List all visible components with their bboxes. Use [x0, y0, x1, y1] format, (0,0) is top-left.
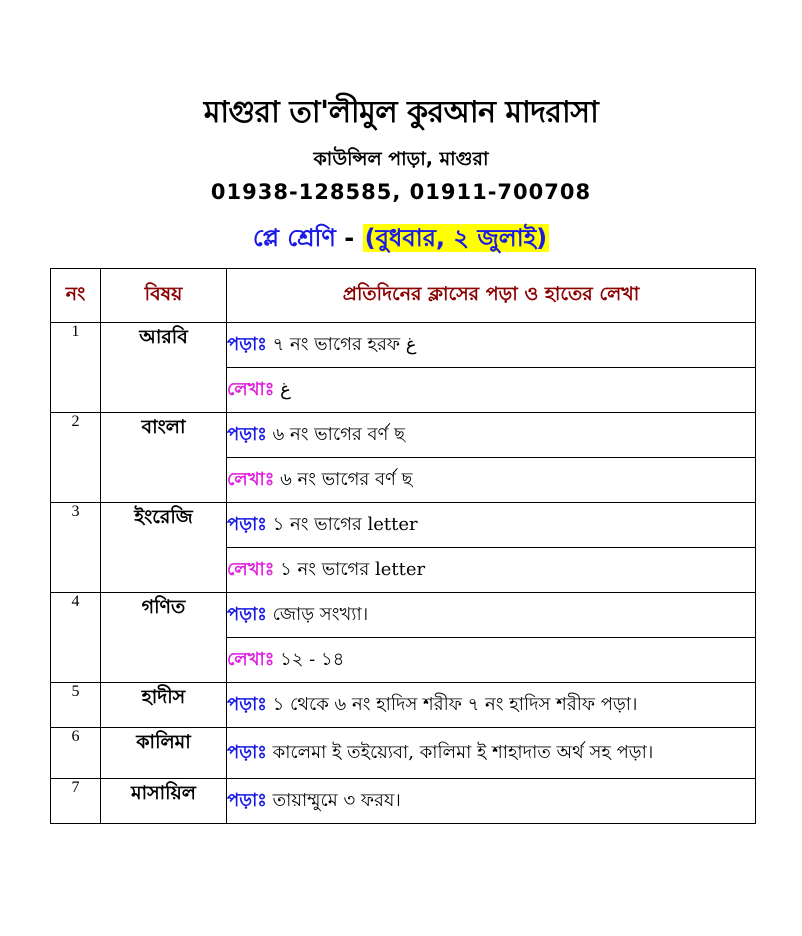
class-heading — [0, 220, 802, 260]
read-text: ১ থেকে ৬ নং হাদিস শরীফ ৭ নং হাদিস শরীফ পড়া। — [266, 693, 638, 715]
table-row — [51, 413, 756, 458]
read-cell — [227, 503, 756, 548]
read-label: পড়াঃ — [227, 603, 267, 625]
read-text: তায়াম্মুমে ৩ ফরয। — [266, 789, 401, 811]
class-name: প্লে শ্রেণি — [252, 224, 336, 252]
read-text: ৬ নং ভাগের বর্ণ ছ — [266, 423, 406, 445]
header-content: প্রতিদিনের ক্লাসের পড়া ও হাতের লেখা — [227, 269, 756, 323]
phone-numbers: 01938-128585, 01911-700708 — [210, 180, 592, 204]
read-cell — [227, 593, 756, 638]
row-number: 3 — [51, 503, 101, 593]
write-cell — [227, 638, 756, 683]
read-label: পড়াঃ — [227, 513, 267, 535]
header-number: নং — [51, 269, 101, 323]
read-cell — [227, 323, 756, 368]
read-text: কালেমা ই তইয়্যেবা, কালিমা ই শাহাদাত অর্থ সহ পড়া। — [266, 741, 654, 763]
row-number: 2 — [51, 413, 101, 503]
read-cell — [227, 413, 756, 458]
read-cell — [227, 728, 756, 779]
row-number: 1 — [51, 323, 101, 413]
table-header-row — [51, 269, 756, 323]
read-label: পড়াঃ — [227, 333, 267, 355]
table-row — [51, 593, 756, 638]
row-subject: আরবি — [101, 323, 227, 413]
table-row — [51, 323, 756, 368]
write-label: লেখাঃ — [227, 558, 275, 580]
row-subject: গণিত — [101, 593, 227, 683]
header-subject: বিষয় — [101, 269, 227, 323]
row-subject: কালিমা — [101, 728, 227, 779]
write-text: غ — [274, 378, 291, 400]
row-subject: ইংরেজি — [101, 503, 227, 593]
row-subject: মাসায়িল — [101, 779, 227, 824]
read-text: ১ নং ভাগের letter — [266, 513, 418, 535]
write-text: ১ নং ভাগের letter — [274, 558, 426, 580]
read-label: পড়াঃ — [227, 741, 267, 763]
read-text: ৭ নং ভাগের হরফ غ — [266, 333, 417, 355]
read-cell — [227, 779, 756, 824]
table-row — [51, 779, 756, 824]
write-cell — [227, 548, 756, 593]
madrasa-address: কাউন্সিল পাড়া, মাগুরা — [313, 148, 489, 170]
write-label: লেখাঃ — [227, 468, 275, 490]
read-label: পড়াঃ — [227, 789, 267, 811]
heading-separator: - — [335, 224, 363, 252]
table-row — [51, 683, 756, 728]
daily-routine-table — [50, 268, 756, 824]
class-date: (বুধবার, ২ জুলাই) — [364, 224, 548, 252]
row-number: 5 — [51, 683, 101, 728]
row-subject: হাদীস — [101, 683, 227, 728]
read-cell — [227, 683, 756, 728]
row-number: 7 — [51, 779, 101, 824]
row-subject: বাংলা — [101, 413, 227, 503]
write-text: ৬ নং ভাগের বর্ণ ছ — [274, 468, 413, 490]
row-number: 6 — [51, 728, 101, 779]
madrasa-title: মাগুরা তা'লীমুল কুরআন মাদরাসা — [203, 95, 599, 130]
write-label: লেখাঃ — [227, 648, 275, 670]
write-text: ১২ - ১৪ — [274, 648, 345, 670]
read-text: জোড় সংখ্যা। — [266, 603, 369, 625]
row-number: 4 — [51, 593, 101, 683]
read-label: পড়াঃ — [227, 693, 267, 715]
table-row — [51, 503, 756, 548]
write-cell — [227, 458, 756, 503]
write-label: লেখাঃ — [227, 378, 275, 400]
write-cell — [227, 368, 756, 413]
read-label: পড়াঃ — [227, 423, 267, 445]
table-row — [51, 728, 756, 779]
